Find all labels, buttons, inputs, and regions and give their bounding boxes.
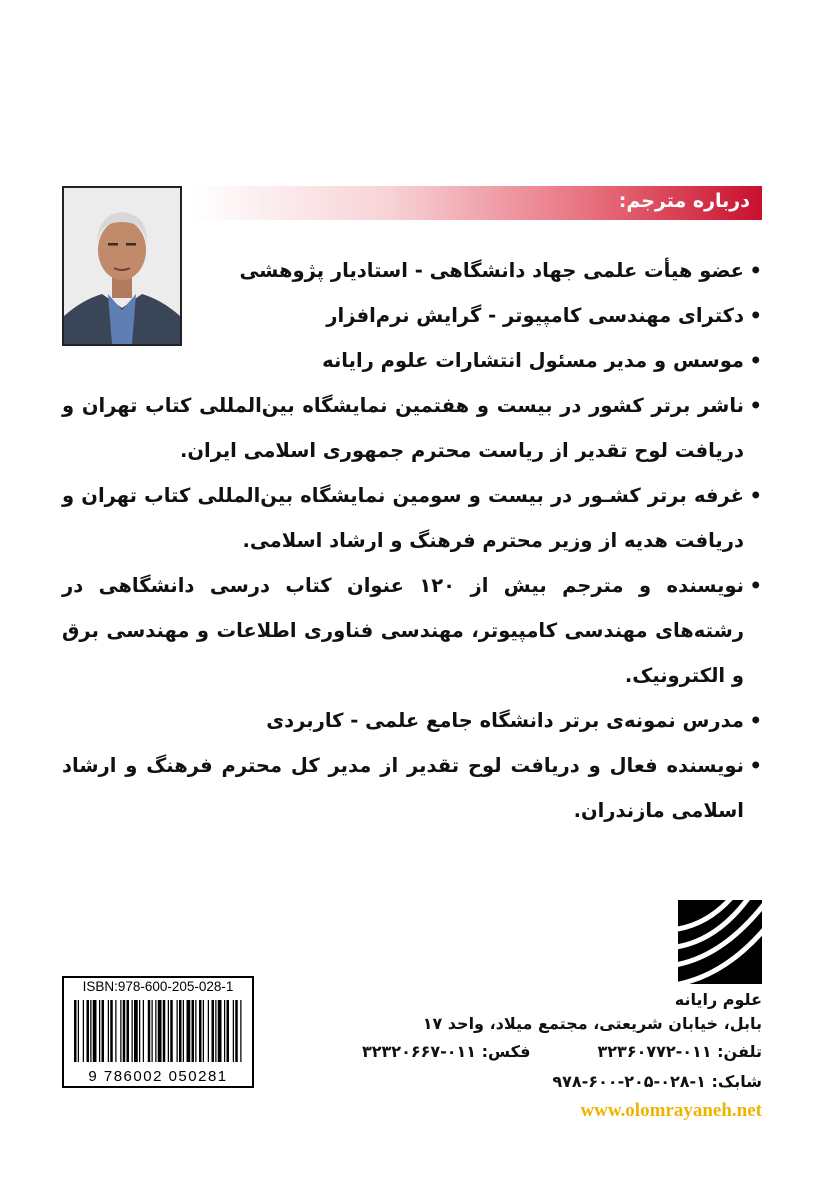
section-header-bar [190, 186, 762, 220]
barcode-bars [72, 1000, 244, 1062]
bio-item: • موسس و مدیر مسئول انتشارات علوم رایانه [322, 349, 762, 372]
publisher-name: علوم رایانه [674, 990, 762, 1009]
bio-item: • ناشر برتر کشور در بیست و هفتمین نمایشگاه بین‌المللی کتاب تهران و دریافت لوح تقدیر از ریاست محترم جمهوری اسلامی ایران. [62, 394, 762, 462]
translator-bio-list [62, 248, 762, 833]
publisher-logo [678, 900, 762, 984]
publisher-fax: فکس: ۰۱۱-۳۲۳۲۰۶۶۷ [362, 1042, 531, 1061]
publisher-website: www.olomrayaneh.net [580, 1100, 762, 1121]
bio-item: • غرفه برتر کشـور در بیست و سومین نمایشگاه بین‌المللی کتاب تهران و دریافت هدیه از وزیر محترم فرهنگ و ارشاد اسلامی. [62, 484, 762, 552]
bio-item: • نویسنده و مترجم بیش از ۱۲۰ عنوان کتاب درسی دانشگاهی در رشته‌های مهندسی کامپیوتر، مهندسی فناوری اطلاعات و مهندسی برق و الکترونیک. [62, 574, 762, 687]
publisher-contact [362, 1042, 762, 1061]
bio-item: • دکترای مهندسی کامپیوتر - گرایش نرم‌افزار [326, 304, 762, 327]
bio-item: • مدرس نمونه‌ی برتر دانشگاه جامع علمی - کاربردی [266, 709, 762, 732]
isbn-label: ISBN:978-600-205-028-1 [82, 979, 234, 994]
publisher-address: بابل، خیابان شریعتی، مجتمع میلاد، واحد ۱۷ [422, 1014, 762, 1033]
bio-item: • نویسنده فعال و دریافت لوح تقدیر از مدیر کل محترم فرهنگ و ارشاد اسلامی مازندران. [62, 754, 762, 822]
isbn-barcode [62, 976, 254, 1088]
section-title: درباره مترجم: [618, 190, 750, 212]
publisher-isbn: شابک: ۱-۰۲۸-۲۰۵-۶۰۰-۹۷۸ [552, 1072, 762, 1091]
bio-item: • عضو هیأت علمی جهاد دانشگاهی - استادیار پژوهشی [239, 259, 762, 282]
publisher-phone: تلفن: ۰۱۱-۳۲۳۶۰۷۷۲ [597, 1042, 762, 1061]
barcode-digits: 9 786002 050281 [88, 1068, 228, 1085]
